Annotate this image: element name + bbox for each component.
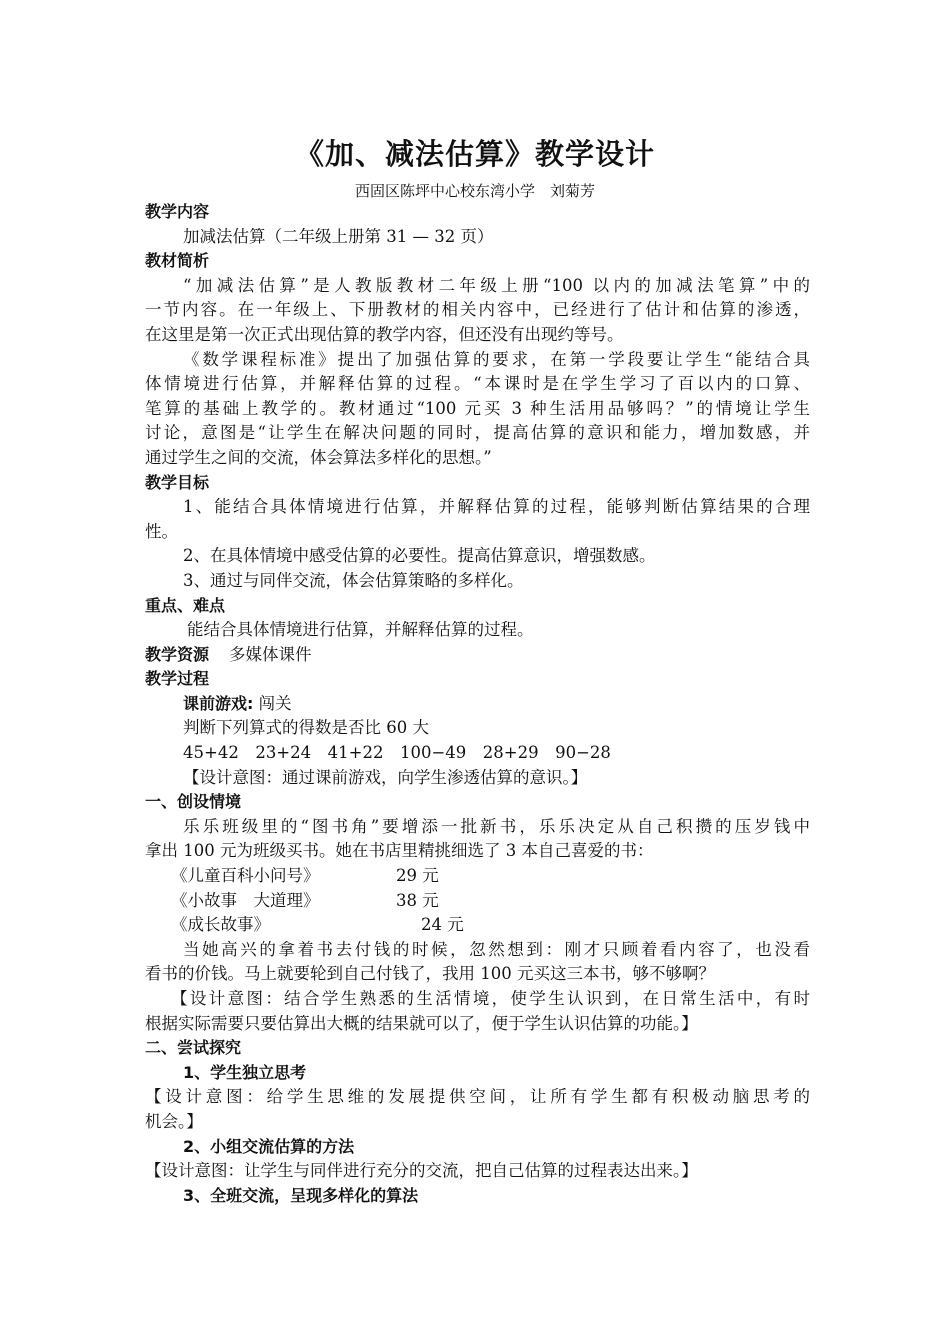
- book-price: 24 元: [421, 915, 464, 935]
- book-title: 《成长故事》: [171, 915, 270, 935]
- heading-key-points: 重点、难点: [145, 595, 226, 615]
- heading-part-two: 二、尝试探究: [145, 1038, 242, 1058]
- book-row: [145, 864, 810, 889]
- pregame-expressions: 45+42 23+24 41+22 100−49 28+29 90−28: [183, 743, 611, 763]
- pregame-label: 课前游戏:: [183, 693, 254, 713]
- pregame-intent: 【设计意图：通过课前游戏，向学生渗透估算的意识。】: [183, 767, 588, 787]
- book-title: 《小故事 大道理》: [171, 890, 320, 910]
- step-heading: 1、学生独立思考: [183, 1062, 307, 1082]
- heading-material-analysis: 教材简析: [145, 251, 210, 271]
- pregame-task: 判断下列算式的得数是否比 60 大: [183, 718, 429, 738]
- resources-text: 多媒体课件: [229, 644, 312, 664]
- book-title: 《儿童百科小问号》: [171, 866, 320, 886]
- book-price: 29 元: [396, 866, 439, 886]
- paragraph-line: 当她高兴的拿着书去付钱的时候，忽然想到：刚才只顾着看内容了，也没看: [183, 939, 810, 959]
- heading-part-one: 一、创设情境: [145, 792, 242, 812]
- heading-teaching-goals: 教学目标: [145, 472, 210, 492]
- paragraph-line: 通过学生之间的交流，体会算法多样化的思想。”: [145, 447, 492, 467]
- design-intent-line: 【设计意图：让学生与同伴进行充分的交流，把自己估算的过程表达出来。】: [145, 1161, 698, 1181]
- goal-item: 1、能结合具体情境进行估算，并解释估算的过程，能够判断估算结果的合理: [183, 497, 810, 517]
- book-price: 38 元: [396, 890, 439, 910]
- design-intent-line: 【设计意图：结合学生熟悉的生活情境，使学生认识到，在日常生活中，有时: [171, 989, 810, 1008]
- goal-item-continued: 性。: [145, 521, 178, 541]
- step-heading: 2、小组交流估算的方法: [183, 1136, 355, 1156]
- paragraph-line: 一节内容。在一年级上、下册教材的相关内容中，已经进行了估计和估算的渗透，: [145, 300, 810, 320]
- document-body: [145, 200, 810, 1208]
- paragraph-line: 看书的价钱。马上就要轮到自己付钱了，我用 100 元买这三本书，够不够啊？: [145, 964, 715, 984]
- paragraph-line: 在这里是第一次正式出现估算的教学内容，但还没有出现约等号。: [145, 324, 624, 344]
- paragraph-line: 《数学课程标准》提出了加强估算的要求，在第一学段要让学生“能结合具: [183, 349, 810, 369]
- design-intent-line: 机会。】: [145, 1111, 203, 1131]
- paragraph-line: 讨论，意图是“让学生在解决问题的同时，提高估算的意识和能力，增加数感，并: [145, 423, 810, 443]
- pregame-line: [145, 692, 810, 717]
- heading-teaching-process: 教学过程: [145, 669, 210, 689]
- pregame-text: 闯关: [258, 693, 292, 713]
- heading-resources: 教学资源: [145, 644, 210, 664]
- paragraph-line: 拿出 100 元为班级买书。她在书店里精挑细选了 3 本自己喜爱的书：: [145, 841, 654, 861]
- document-title: 《加、减法估算》教学设计: [294, 137, 655, 171]
- step-heading: 3、全班交流，呈现多样化的算法: [183, 1185, 419, 1205]
- paragraph-line: 乐乐班级里的“图书角”要增添一批新书，乐乐决定从自己积攒的压岁钱中: [183, 816, 810, 836]
- book-row: [145, 913, 810, 938]
- paragraph-line: 笔算的基础上教学的。教材通过“100 元买 3 种生活用品够吗？”的情境让学生: [145, 398, 810, 418]
- paragraph-line: 体情境进行估算，并解释估算的过程。“本课时是在学生学习了百以内的口算、: [145, 374, 810, 394]
- heading-teaching-content: 教学内容: [145, 202, 210, 221]
- teaching-content-text: 加减法估算（二年级上册第 31 — 32 页）: [183, 226, 494, 246]
- key-points-text: 能结合具体情境进行估算，并解释估算的过程。: [187, 620, 534, 640]
- design-intent-line: 【设计意图：给学生思维的发展提供空间，让所有学生都有积极动脑思考的: [145, 1087, 810, 1107]
- resources-line: [145, 643, 810, 668]
- book-row: [145, 889, 810, 914]
- design-intent-line: 根据实际需要只要估算出大概的结果就可以了，便于学生认识估算的功能。】: [145, 1013, 698, 1033]
- paragraph-line: “加减法估算”是人教版教材二年级上册“100 以内的加减法笔算”中的: [183, 275, 810, 295]
- goal-item: 2、在具体情境中感受估算的必要性。提高估算意识，增强数感。: [183, 546, 656, 566]
- author-line: 西固区陈坪中心校东湾小学 刘菊芳: [354, 182, 595, 200]
- goal-item: 3、通过与同伴交流，体会估算策略的多样化。: [183, 570, 524, 590]
